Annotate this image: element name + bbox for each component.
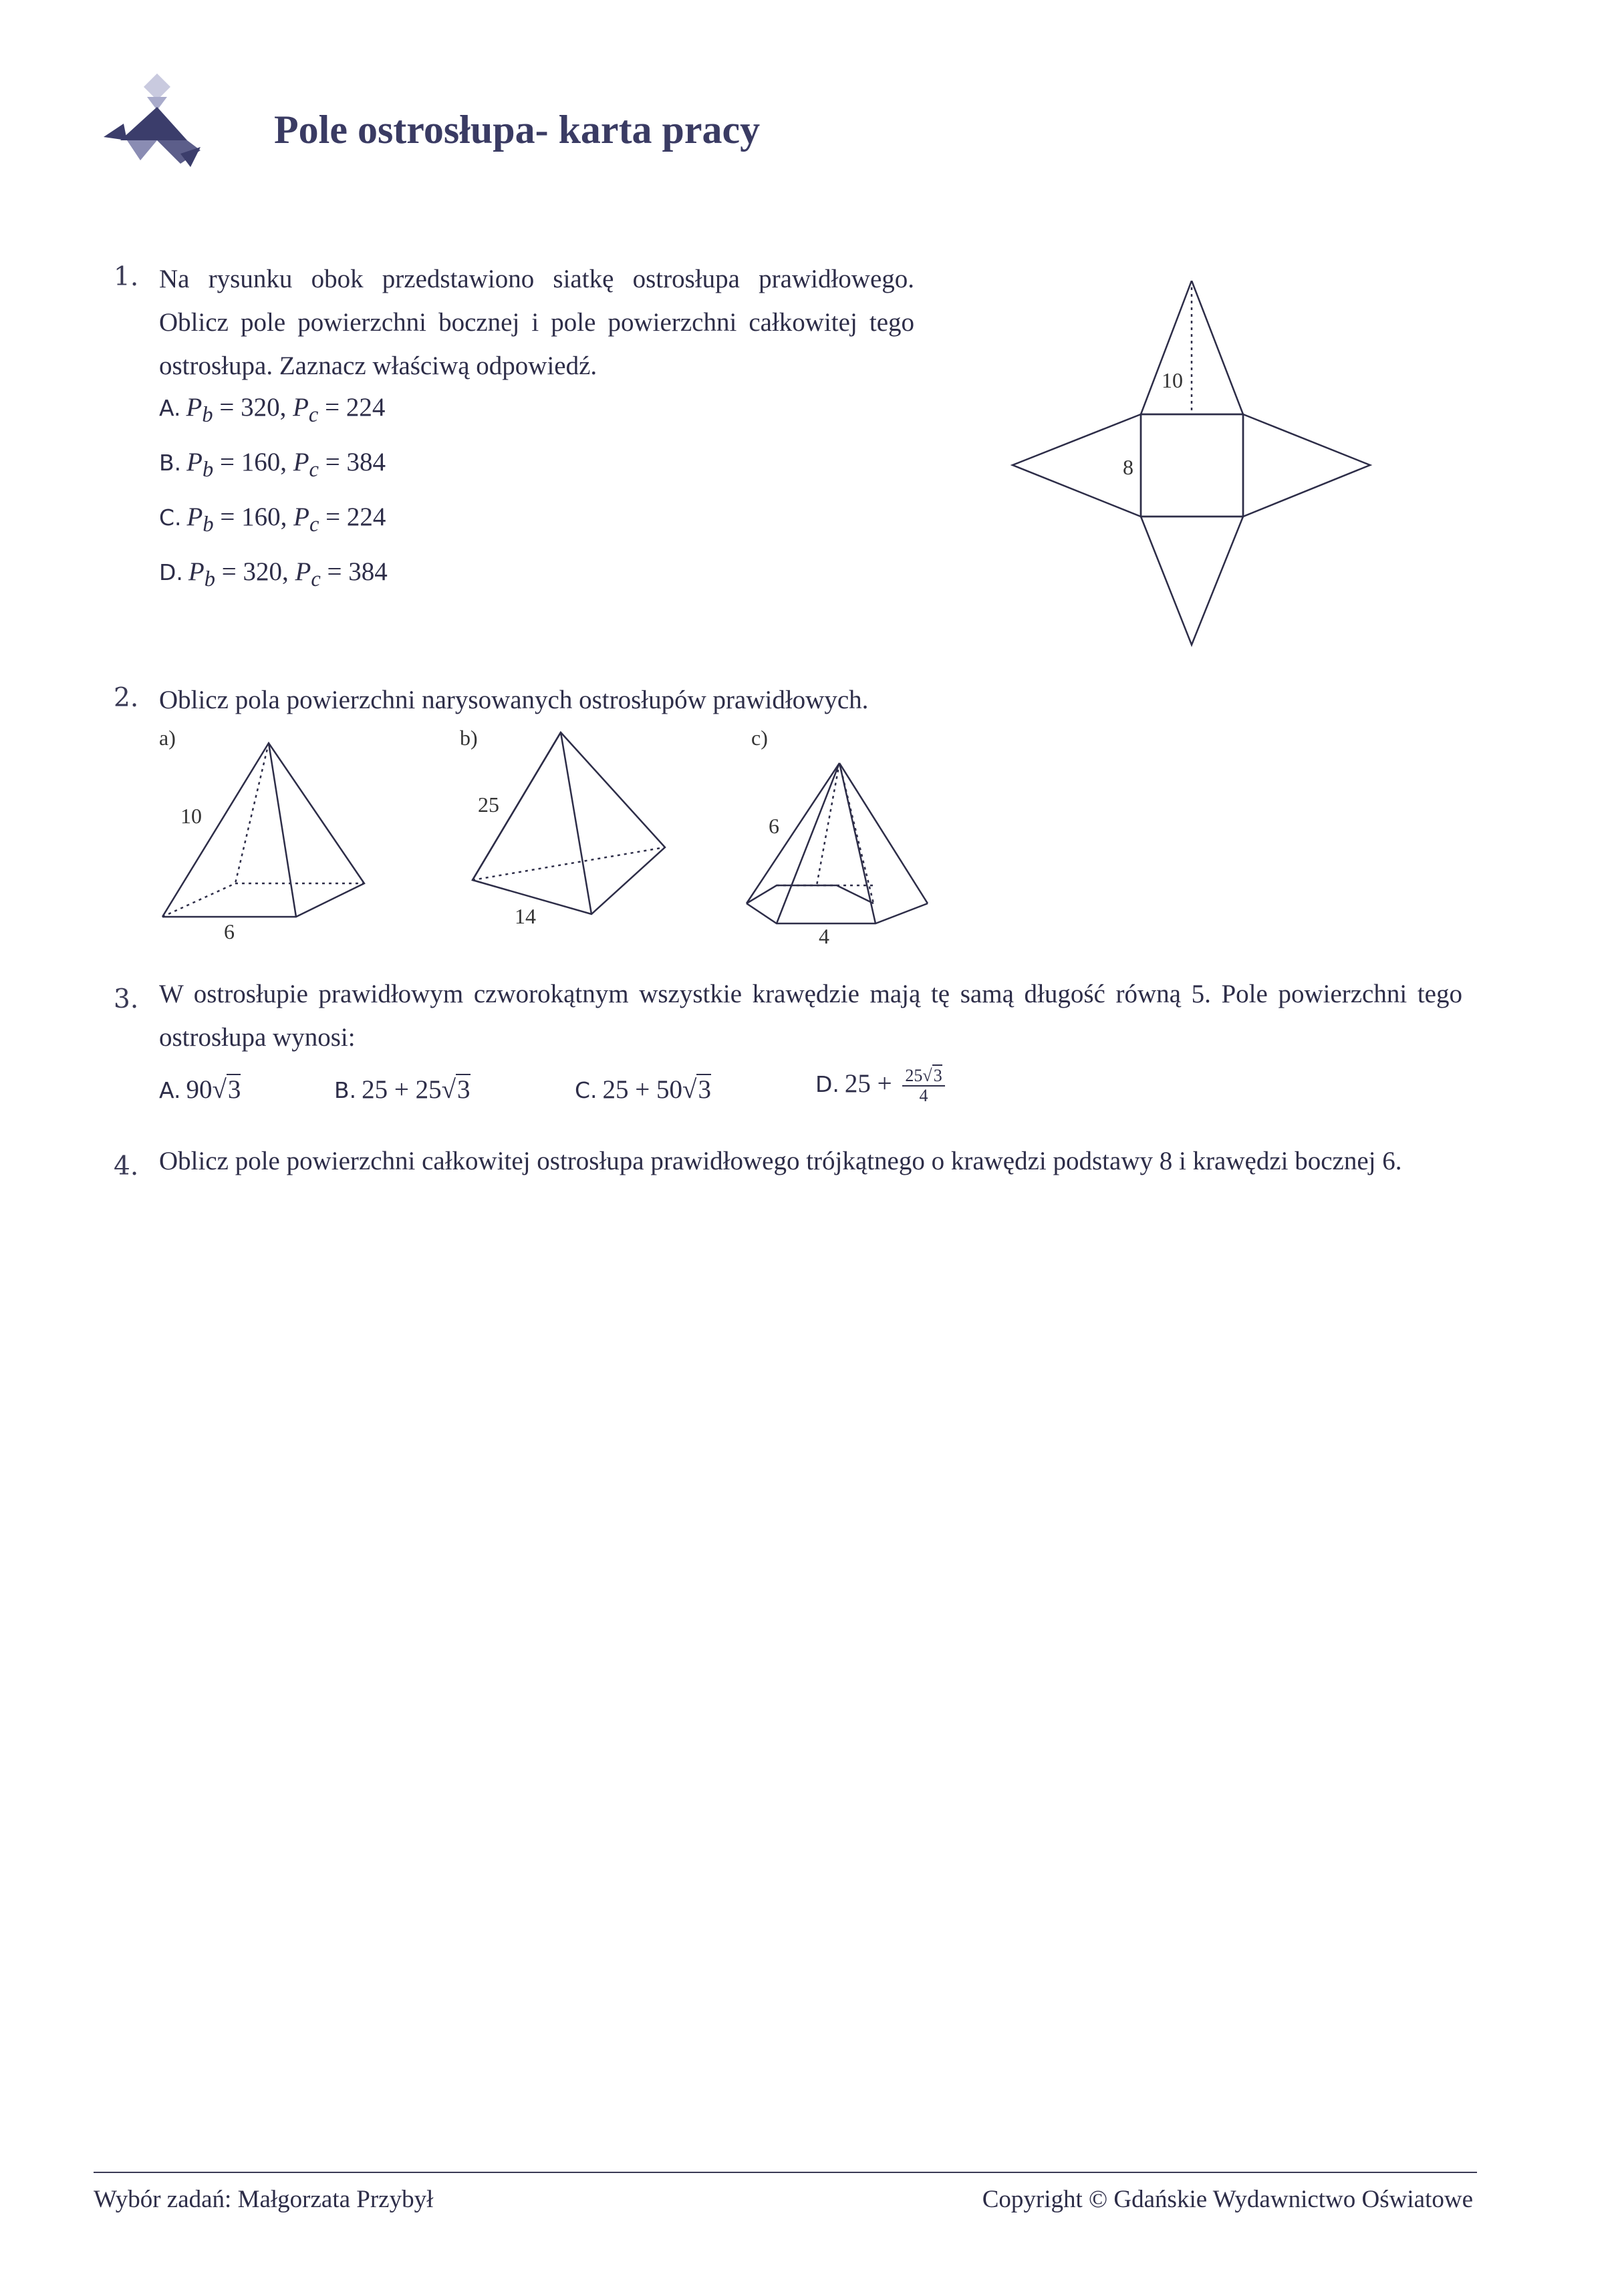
net-side-label: 8 [1123, 455, 1133, 479]
task-3-option-b: B. 25 + 25√3 [334, 1075, 471, 1104]
task-1-option-d: D. $P_b = 320$, $P_c = 384$ [159, 557, 388, 591]
option-letter: D. [815, 1070, 839, 1097]
task-1-option-a: A. $P_b = 320$, $P_c = 224$ [159, 393, 386, 427]
option-fraction: $\frac{25√3}{4}$ [902, 1066, 944, 1105]
task-1-text: Na rysunku obok przedstawiono siatkę ostrosłupa prawidłowego. Oblicz pole powierzchni bocznej i pole powierzchni całkowitej tego ostrosłupa. Zaznacz właściwą odpowiedź. [159, 265, 914, 380]
option-letter: D. [159, 559, 183, 585]
footer-copyright: Copyright © Gdańskie Wydawnictwo Oświatowe [982, 2186, 1473, 2213]
fraction-numerator: 25 [905, 1066, 923, 1085]
option-pc: 384 [346, 448, 386, 476]
task-2-number: 2. [114, 683, 139, 713]
pyramid-figure-a [154, 735, 381, 949]
figure-a-label: a) [159, 726, 176, 750]
task-1-option-b: B. $P_b = 160$, $P_c = 384$ [159, 448, 386, 482]
fraction-denominator: 4 [919, 1086, 928, 1105]
task-1-option-c: C. $P_b = 160$, $P_c = 224$ [159, 503, 386, 537]
option-pb: 320 [241, 393, 280, 422]
figure-c-edge-label: 6 [769, 814, 779, 838]
publisher-logo [100, 74, 214, 174]
task-3-text: W ostrosłupie prawidłowym czworokątnym wszystkie krawędzie mają tę samą długość równą 5. Pole powierzchni tego ostrosłupa wynosi: [159, 980, 1462, 1052]
task-3-option-c: C. 25 + 50√3 [575, 1075, 711, 1104]
option-pc: 224 [346, 393, 386, 422]
page-title: Pole ostrosłupa- karta pracy [274, 108, 761, 152]
figure-b-base-label: 14 [515, 904, 536, 928]
option-pb: 160 [241, 448, 281, 476]
option-letter: B. [159, 450, 182, 476]
option-radicand: 3 [227, 1075, 241, 1104]
footer-author: Wybór zadań: Małgorzata Przybył [94, 2186, 434, 2213]
option-value: 25 + 50 [602, 1075, 683, 1104]
figure-b-label: b) [460, 726, 478, 750]
option-letter: A. [159, 1077, 181, 1103]
option-radicand: 3 [457, 1075, 471, 1104]
option-pc: 384 [348, 557, 388, 586]
task-3-number: 3. [114, 984, 139, 1014]
option-letter: A. [159, 395, 181, 421]
option-value: 25 + 25 [362, 1075, 442, 1104]
option-value: 25 + [844, 1068, 899, 1098]
pyramid-net-diagram [1002, 281, 1377, 655]
footer-divider [94, 2172, 1477, 2173]
task-1-number: 1. [114, 262, 139, 292]
pyramid-figure-b [461, 722, 688, 929]
option-radicand: 3 [933, 1066, 942, 1085]
option-value: 90 [186, 1075, 213, 1104]
task-2-text: Oblicz pola powierzchni narysowanych ostrosłupów prawidłowych. [159, 686, 869, 714]
pyramid-figure-c [735, 748, 949, 949]
task-4-text: Oblicz pole powierzchni całkowitej ostrosłupa prawidłowego trójkątnego o krawędzi podstawy 8 i krawędzi bocznej 6. [159, 1147, 1402, 1175]
option-letter: C. [159, 505, 182, 531]
option-letter: C. [575, 1077, 597, 1103]
net-height-label: 10 [1162, 368, 1183, 392]
task-3-option-d [815, 1066, 945, 1105]
task-4-number: 4. [114, 1151, 139, 1181]
option-pb: 160 [241, 503, 281, 531]
option-pc: 224 [346, 503, 386, 531]
option-letter: B. [334, 1077, 357, 1103]
figure-a-edge-label: 10 [180, 804, 202, 828]
task-3-option-a: A. 90√3 [159, 1075, 241, 1104]
option-radicand: 3 [698, 1075, 711, 1104]
figure-c-base-label: 4 [819, 924, 829, 948]
figure-b-edge-label: 25 [478, 793, 499, 817]
option-pb: 320 [243, 557, 282, 586]
figure-a-base-label: 6 [224, 919, 235, 944]
figure-c-label: c) [751, 726, 768, 750]
